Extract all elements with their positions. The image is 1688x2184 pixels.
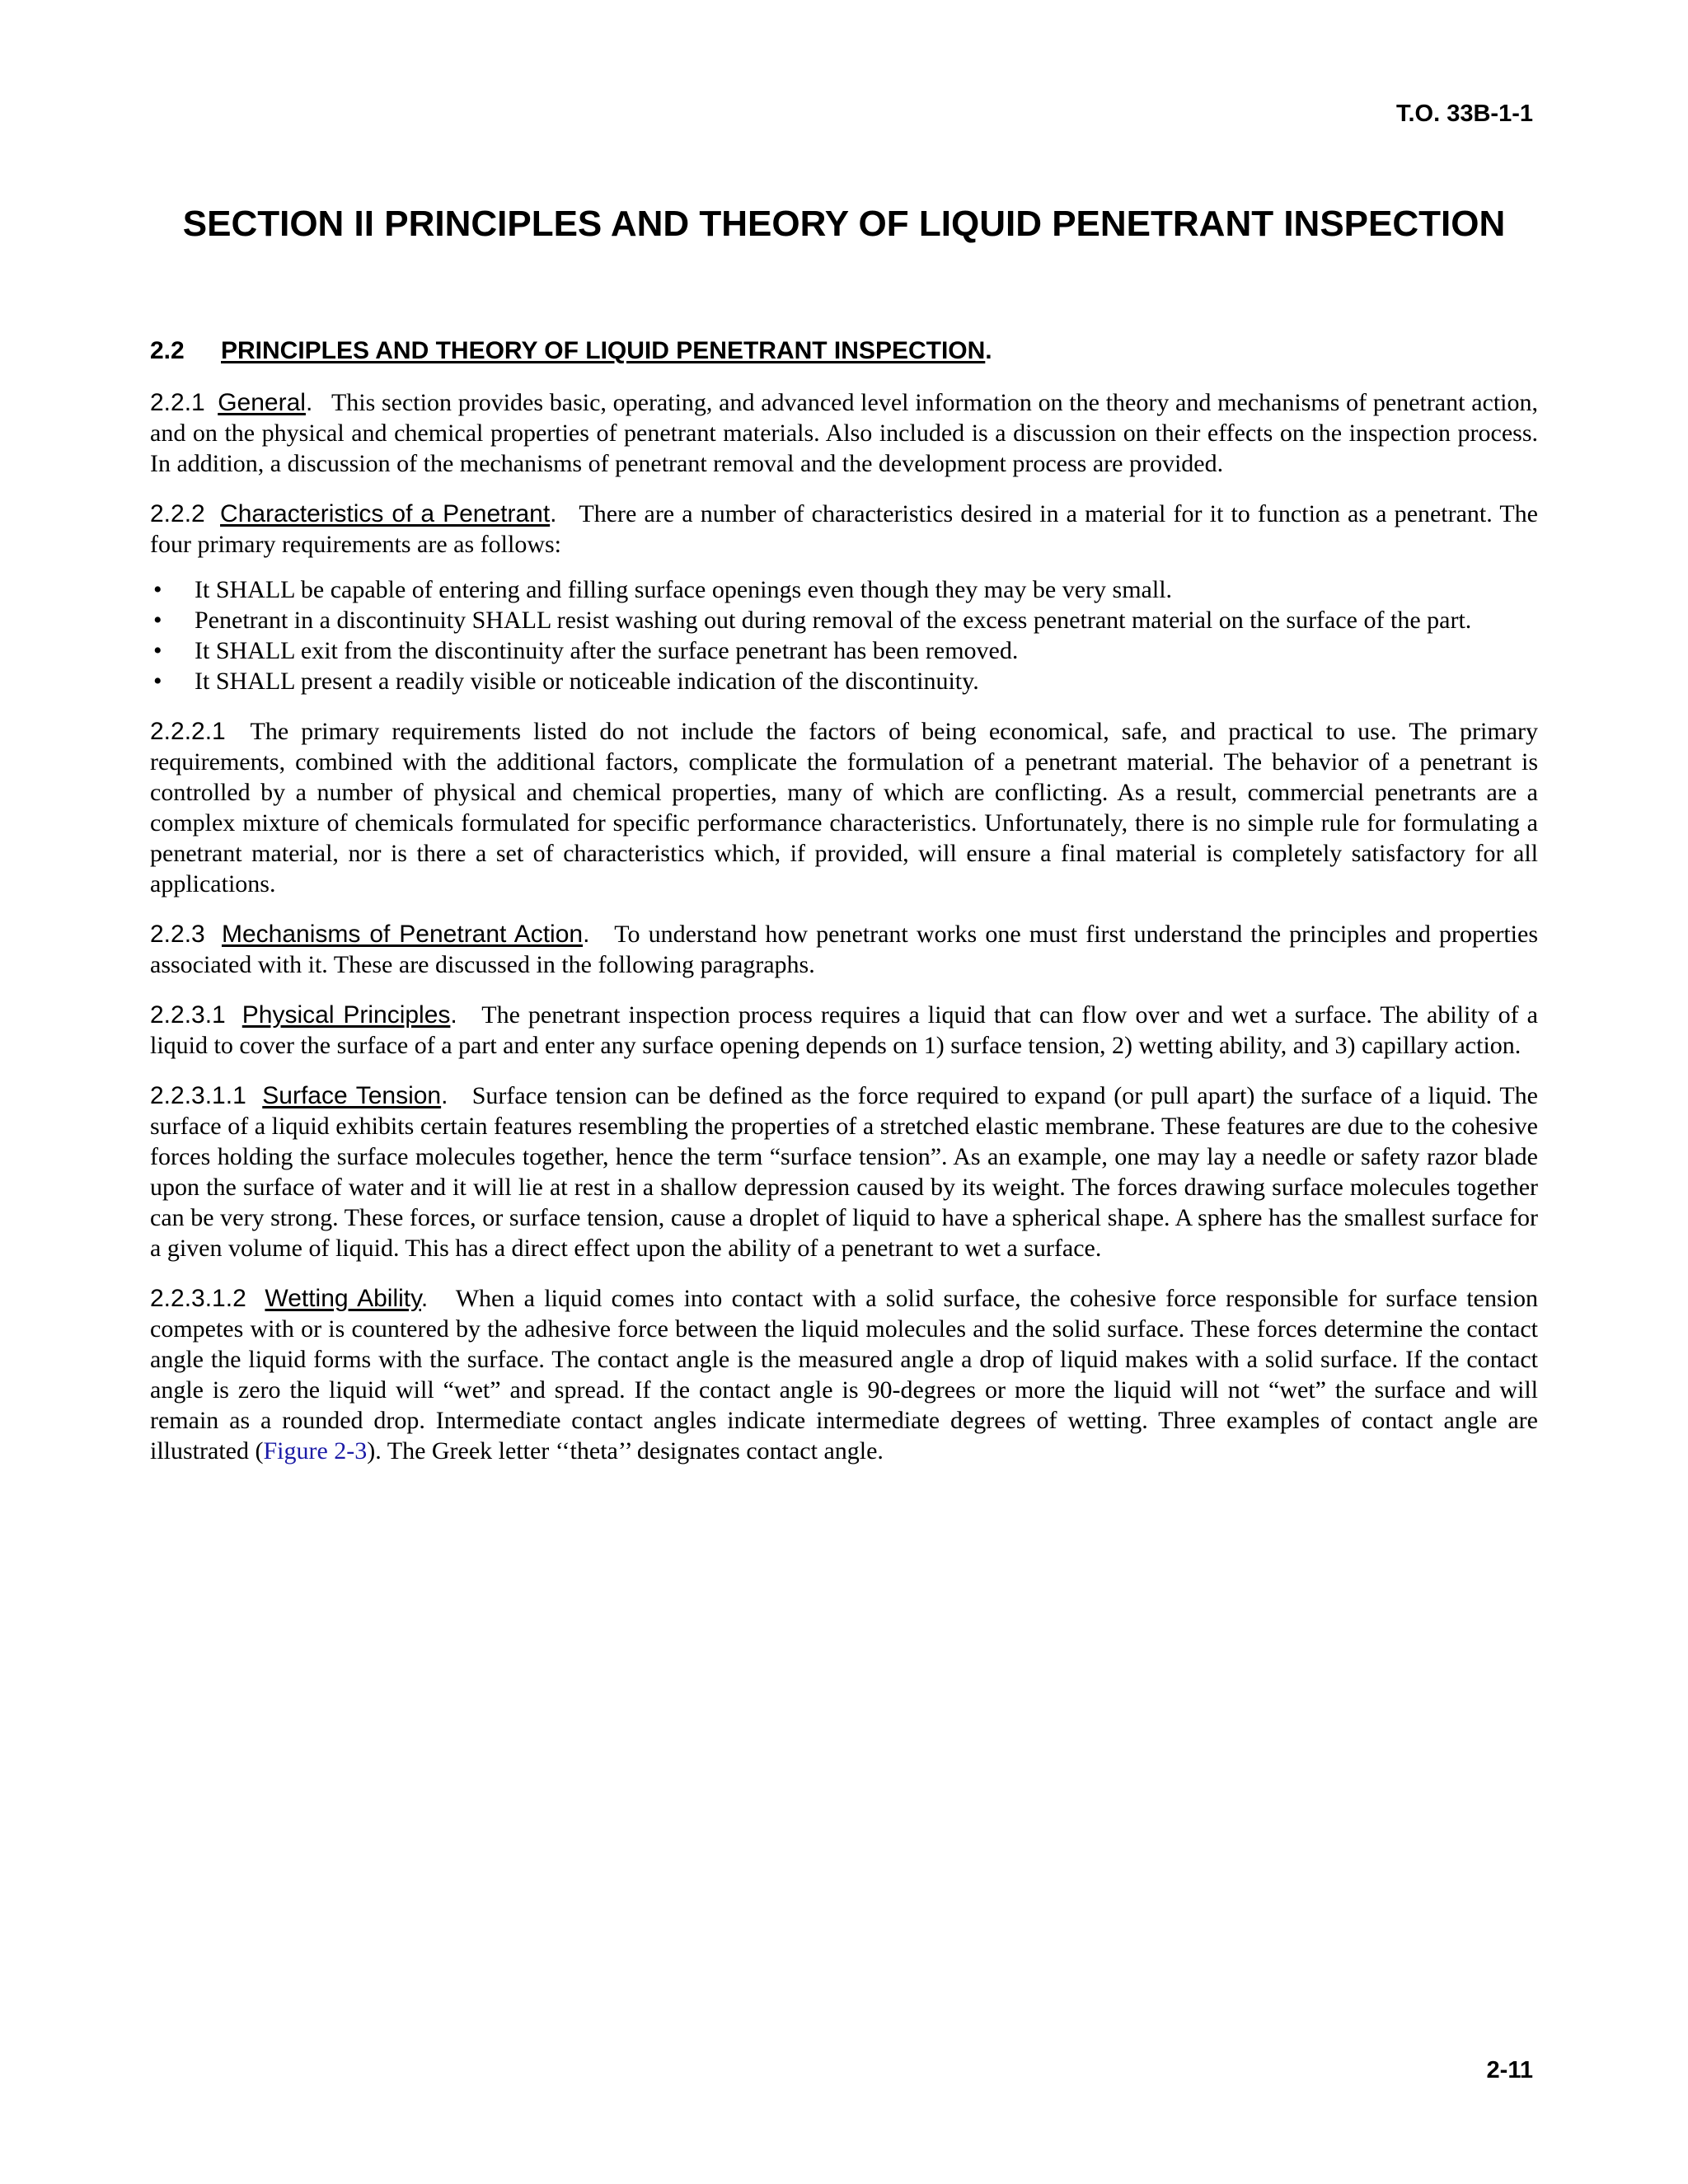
list-item: • Penetrant in a discontinuity SHALL resist washing out during removal of the excess penetrant material on the surface of the part. [153,607,1472,634]
paragraph-text: The primary requirements listed do not include the factors of being economical, safe, and practical to use. The primary requirements, combined with the additional factors, complicate the formulation of a penetrant material. The behavior of a penetrant is controlled by a number of physical and chemical properties, many of which are conflicting. As a result, commercial penetrants are a complex mixture of chemicals formulated for specific performance characteristics. Unfortunately, there is no simple rule for formulating a penetrant material, nor is there a set of characteristics which, if provided, will ensure a final material is completely satisfactory for all applications. [150,718,1538,898]
paragraph-text: Surface tension can be defined as the force required to expand (or pull apart) the surface of a liquid. The surface of a liquid exhibits certain features resembling the properties of a stretched elastic membrane. These features are due to the cohesive forces holding the surface molecules together, hence the term “surface tension”. As an example, one may lay a needle or safety razor blade upon the surface of water and it will lie at rest in a shallow depression caused by its weight. The forces drawing surface molecules together can be very strong. These forces, or surface tension, cause a droplet of liquid to have a spherical shape. A sphere has the smallest surface for a given volume of liquid. This has a direct effect upon the ability of a penetrant to wet a surface. [150,1082,1539,1262]
list-item: • It SHALL be capable of entering and filling surface openings even though they may be very small. [153,576,1173,603]
paragraph-title: General [218,389,306,416]
heading-title: PRINCIPLES AND THEORY OF LIQUID PENETRANT INSPECTION [221,337,986,364]
paragraph-title: Characteristics of a Penetrant [220,500,551,527]
paragraph-text-end: ). The Greek letter ‘‘theta’’ designates contact angle. [367,1437,884,1465]
paragraph-2-2-3-1-1: 2.2.3.1.1 Surface Tension. Surface tension can be defined as the force required to expand (or pull apart) the surface of a liquid. The surface of a liquid exhibits certain features resembling the properties of a stretched elastic membrane. These features are due to the cohesive forces holding the surface molecules together, hence the term “surface tension”. As an example, one may lay a needle or safety razor blade upon the surface of water and it will lie at rest in a shallow depression caused by its weight. The forces drawing surface molecules together can be very strong. These forces, or surface tension, cause a droplet of liquid to have a spherical shape. A sphere has the smallest surface for a given volume of liquid. This has a direct effect upon the ability of a penetrant to wet a surface. [150,1082,1539,1262]
paragraph-number: 2.2.2.1 [150,718,226,745]
paragraph-2-2-2: 2.2.2 Characteristics of a Penetrant. There are a number of characteristics desired in a material for it to function as a penetrant. The four primary requirements are as follows: [150,500,1538,558]
paragraph-text: The penetrant inspection process requires a liquid that can flow over and wet a surface. The ability of a liquid to cover the surface of a part and enter any surface opening depends on 1) surface tension, 2) wetting ability, and 3) capillary action. [150,1001,1538,1059]
paragraph-title: Physical Principles [241,1001,451,1029]
paragraph-2-2-1: 2.2.1 General. This section provides basic, operating, and advanced level information on the theory and mechanisms of penetrant action, and on the physical and chemical properties of penetrant materials. Also included is a discussion on their effects on the inspection process. In addition, a discussion of the mechanisms of penetrant removal and the development process are provided. [150,389,1538,477]
heading-number: 2.2 [150,337,185,364]
heading-period: . [985,337,992,364]
bullet-icon: • [153,668,162,695]
paragraph-number: 2.2.3 [150,921,205,948]
page-number: 2-11 [1486,2057,1533,2083]
paragraph-number: 2.2.3.1.1 [150,1082,246,1109]
paragraph-text: This section provides basic, operating, and advanced level information on the theory and mechanisms of penetrant action, and on the physical and chemical properties of penetrant materials. Also included is a discussion on their effects on the inspection process. In addition, a discussion of the mechanisms of penetrant removal and the development process are provided. [150,389,1538,477]
bullet-icon: • [153,637,162,664]
list-item: • It SHALL present a readily visible or noticeable indication of the discontinuity. [153,668,979,695]
section-title: SECTION II PRINCIPLES AND THEORY OF LIQUID PENETRANT INSPECTION [182,204,1506,244]
paragraph-text: To understand how penetrant works one must first understand the principles and properties associated with it. These are discussed in the following paragraphs. [150,921,1538,978]
paragraph-2-2-3-1-2: 2.2.3.1.2 Wetting Ability. When a liquid comes into contact with a solid surface, the cohesive force responsible for surface tension competes with or is countered by the adhesive force between the liquid molecules and the solid surface. These forces determine the contact angle the liquid forms with the surface. The contact angle is the measured angle a drop of liquid makes with a solid surface. If the contact angle is zero the liquid will “wet” and spread. If the contact angle is 90-degrees or more the liquid will not “wet” the surface and will remain as a rounded drop. Intermediate contact angles indicate intermediate degrees of wetting. Three examples of contact angle are illustrated (Figure 2-3). The Greek letter ‘‘theta’’ designates contact angle. [150,1285,1539,1465]
bullet-icon: • [153,607,162,634]
list-item: • It SHALL exit from the discontinuity after the surface penetrant has been removed. [153,637,1019,664]
paragraph-2-2-2-1 [150,716,1538,899]
paragraph-number: 2.2.1 [150,389,205,416]
doc-id-header: T.O. 33B-1-1 [1396,101,1533,127]
paragraph-2-2-3-1: 2.2.3.1 Physical Principles. The penetrant inspection process requires a liquid that can flow over and wet a surface. The ability of a liquid to cover the surface of a part and enter any surface opening depends on 1) surface tension, 2) wetting ability, and 3) capillary action. [150,1001,1538,1059]
paragraph-title: Wetting Ability [265,1285,421,1312]
paragraph-2-2-3: 2.2.3 Mechanisms of Penetrant Action. To understand how penetrant works one must first understand the principles and properties associated with it. These are discussed in the following paragraphs. [150,921,1538,978]
paragraph-number: 2.2.3.1.2 [150,1285,246,1312]
paragraph-title: Surface Tension [262,1082,442,1109]
paragraph-text: When a liquid comes into contact with a solid surface, the cohesive force responsible for surface tension competes with or is countered by the adhesive force between the liquid molecules and the solid surface. These forces determine the contact angle the liquid forms with the surface. The contact angle is the measured angle a drop of liquid makes with a solid surface. If the contact angle is zero the liquid will “wet” and spread. If the contact angle is 90-degrees or more the liquid will not “wet” the surface and will remain as a rounded drop. Intermediate contact angles indicate intermediate degrees of wetting. Three examples of contact angle are illustrated ( [150,1285,1539,1465]
paragraph-number: 2.2.3.1 [150,1001,226,1029]
paragraph-text: There are a number of characteristics desired in a material for it to function as a penetrant. The four primary requirements are as follows: [150,500,1538,558]
document-body [150,335,1538,1486]
requirements-list [150,574,1538,696]
bullet-icon: • [153,576,162,603]
paragraph-title: Mechanisms of Penetrant Action [221,921,584,948]
heading-2-2 [150,335,1538,368]
figure-2-3-link[interactable]: Figure 2-3 [263,1437,368,1465]
paragraph-number: 2.2.2 [150,500,205,527]
